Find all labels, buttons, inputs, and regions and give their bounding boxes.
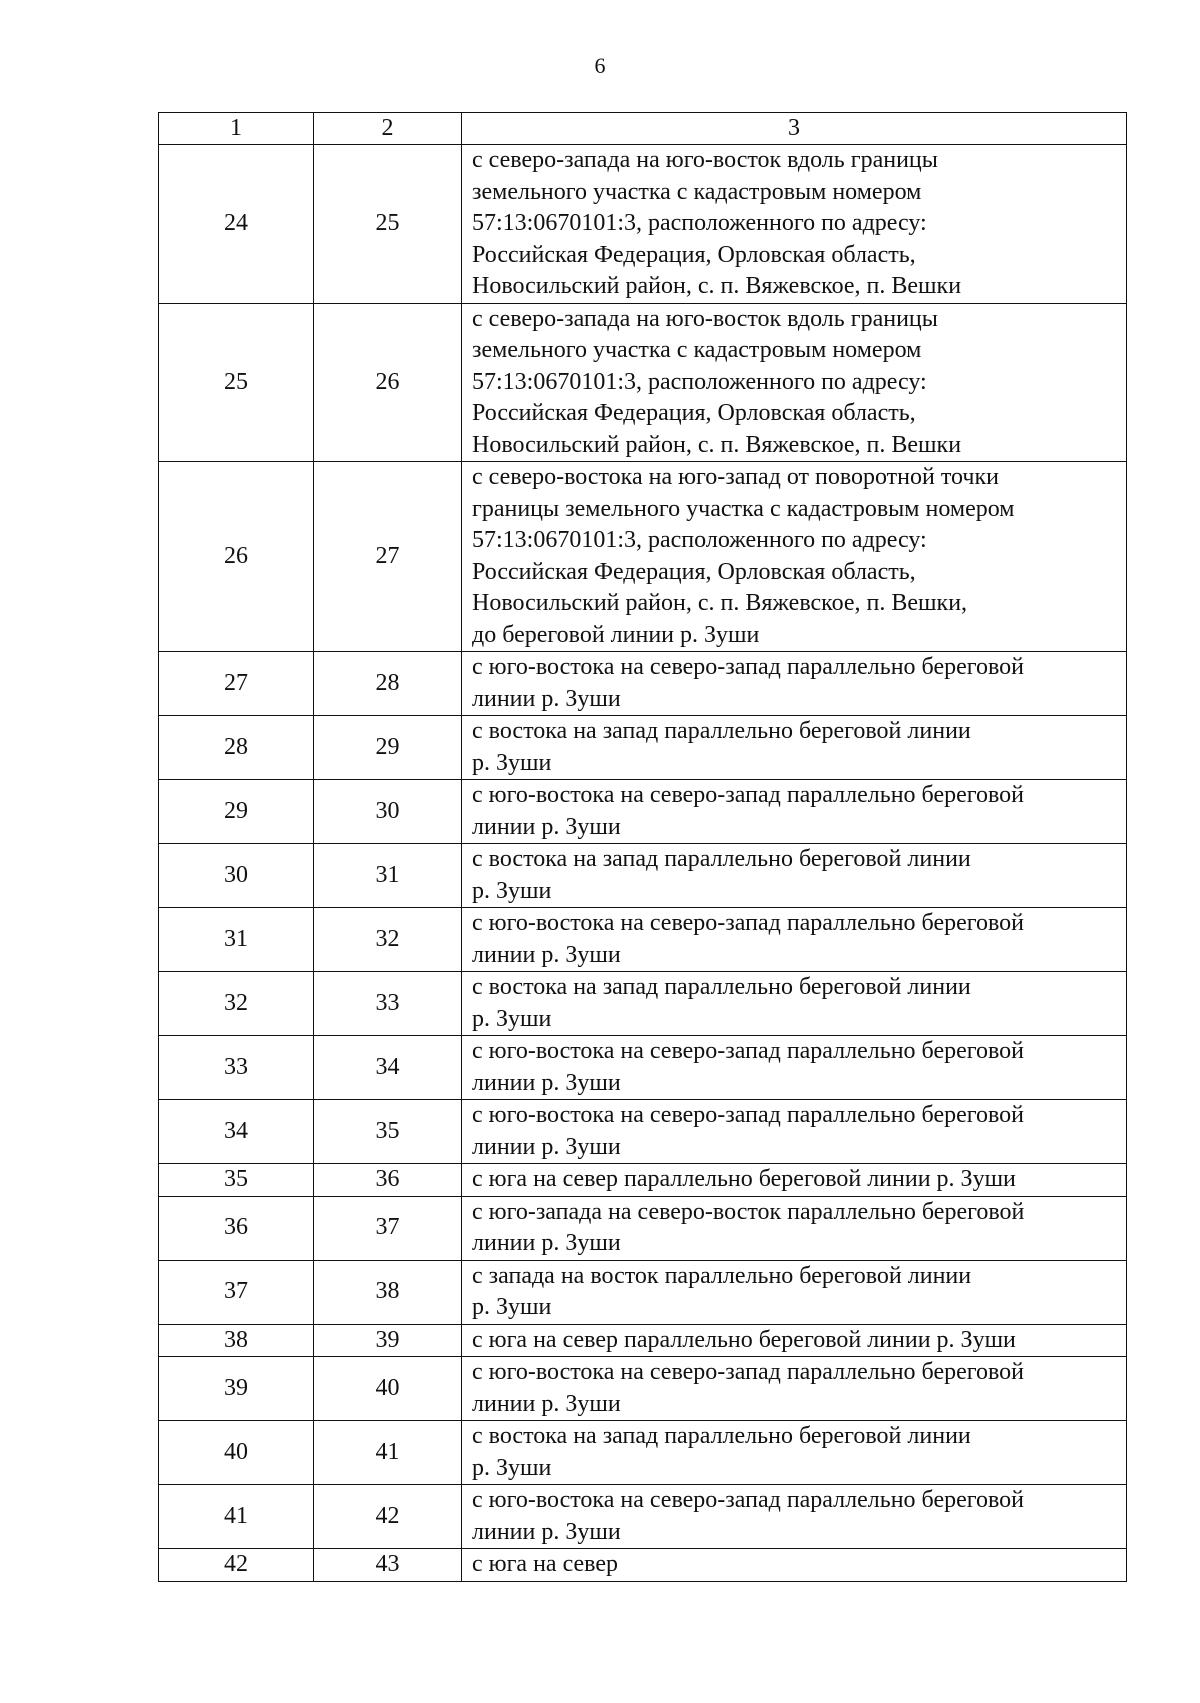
description-cell: с северо-востока на юго-запад от поворотной точки границы земельного участка с кадастровым номером 57:13:0670101:3, расположенного по адресу: Российская Федерация, Орловская область, Новосильский район, с. п. Вяжевское, п. Вешки, до береговой линии р. Зуши [462, 462, 1127, 652]
description-cell: с юга на север [462, 1549, 1127, 1582]
point-from-cell: 38 [159, 1324, 314, 1357]
point-to-cell: 25 [314, 145, 462, 304]
table-row [159, 780, 1127, 844]
description-cell: с юга на север параллельно береговой линии р. Зуши [462, 1324, 1127, 1357]
description-cell: с востока на запад параллельно береговой линии р. Зуши [462, 972, 1127, 1036]
table-row [159, 1421, 1127, 1485]
point-from-cell: 29 [159, 780, 314, 844]
column-header-1: 1 [159, 113, 314, 145]
point-to-cell: 37 [314, 1196, 462, 1260]
point-to-cell: 26 [314, 303, 462, 462]
table-row [159, 1485, 1127, 1549]
table-row [159, 1036, 1127, 1100]
table-row [159, 145, 1127, 304]
point-from-cell: 31 [159, 908, 314, 972]
table-row [159, 1196, 1127, 1260]
point-to-cell: 43 [314, 1549, 462, 1582]
table-body [159, 145, 1127, 1582]
point-to-cell: 29 [314, 716, 462, 780]
point-to-cell: 33 [314, 972, 462, 1036]
description-cell: с запада на восток параллельно береговой линии р. Зуши [462, 1260, 1127, 1324]
description-cell: с юго-востока на северо-запад параллельно береговой линии р. Зуши [462, 1036, 1127, 1100]
point-to-cell: 31 [314, 844, 462, 908]
description-cell: с востока на запад параллельно береговой линии р. Зуши [462, 716, 1127, 780]
point-to-cell: 28 [314, 652, 462, 716]
description-cell: с юго-востока на северо-запад параллельно береговой линии р. Зуши [462, 1357, 1127, 1421]
table-row [159, 716, 1127, 780]
point-to-cell: 41 [314, 1421, 462, 1485]
point-from-cell: 25 [159, 303, 314, 462]
point-from-cell: 37 [159, 1260, 314, 1324]
table-row [159, 908, 1127, 972]
description-cell: с юго-востока на северо-запад параллельно береговой линии р. Зуши [462, 1485, 1127, 1549]
table-row [159, 1324, 1127, 1357]
point-from-cell: 33 [159, 1036, 314, 1100]
page-number: 6 [594, 53, 606, 78]
description-cell: с востока на запад параллельно береговой линии р. Зуши [462, 844, 1127, 908]
point-from-cell: 28 [159, 716, 314, 780]
description-cell: с северо-запада на юго-восток вдоль границы земельного участка с кадастровым номером 57:13:0670101:3, расположенного по адресу: Российская Федерация, Орловская область, Новосильский район, с. п. Вяжевское, п. Вешки [462, 303, 1127, 462]
description-cell: с востока на запад параллельно береговой линии р. Зуши [462, 1421, 1127, 1485]
point-from-cell: 32 [159, 972, 314, 1036]
point-to-cell: 35 [314, 1100, 462, 1164]
point-to-cell: 34 [314, 1036, 462, 1100]
point-from-cell: 42 [159, 1549, 314, 1582]
table-row [159, 652, 1127, 716]
table-row [159, 1260, 1127, 1324]
column-header-2: 2 [314, 113, 462, 145]
point-from-cell: 30 [159, 844, 314, 908]
table-row [159, 462, 1127, 652]
point-from-cell: 27 [159, 652, 314, 716]
description-cell: с юго-востока на северо-запад параллельно береговой линии р. Зуши [462, 652, 1127, 716]
point-to-cell: 27 [314, 462, 462, 652]
table-row [159, 303, 1127, 462]
point-to-cell: 39 [314, 1324, 462, 1357]
point-to-cell: 40 [314, 1357, 462, 1421]
point-from-cell: 41 [159, 1485, 314, 1549]
point-from-cell: 34 [159, 1100, 314, 1164]
description-cell: с юга на север параллельно береговой линии р. Зуши [462, 1164, 1127, 1197]
point-to-cell: 38 [314, 1260, 462, 1324]
point-to-cell: 36 [314, 1164, 462, 1197]
description-cell: с северо-запада на юго-восток вдоль границы земельного участка с кадастровым номером 57:13:0670101:3, расположенного по адресу: Российская Федерация, Орловская область, Новосильский район, с. п. Вяжевское, п. Вешки [462, 145, 1127, 304]
table-row [159, 1357, 1127, 1421]
point-to-cell: 42 [314, 1485, 462, 1549]
boundary-table [158, 112, 1127, 1582]
point-to-cell: 30 [314, 780, 462, 844]
point-from-cell: 24 [159, 145, 314, 304]
table-row [159, 1100, 1127, 1164]
table-row [159, 1549, 1127, 1582]
point-to-cell: 32 [314, 908, 462, 972]
description-cell: с юго-востока на северо-запад параллельно береговой линии р. Зуши [462, 1100, 1127, 1164]
point-from-cell: 40 [159, 1421, 314, 1485]
table-header-row [159, 113, 1127, 145]
point-from-cell: 39 [159, 1357, 314, 1421]
table-row [159, 844, 1127, 908]
table-row [159, 1164, 1127, 1197]
description-cell: с юго-запада на северо-восток параллельно береговой линии р. Зуши [462, 1196, 1127, 1260]
point-from-cell: 26 [159, 462, 314, 652]
point-from-cell: 35 [159, 1164, 314, 1197]
table-row [159, 972, 1127, 1036]
point-from-cell: 36 [159, 1196, 314, 1260]
description-cell: с юго-востока на северо-запад параллельно береговой линии р. Зуши [462, 908, 1127, 972]
column-header-3: 3 [462, 113, 1127, 145]
description-cell: с юго-востока на северо-запад параллельно береговой линии р. Зуши [462, 780, 1127, 844]
